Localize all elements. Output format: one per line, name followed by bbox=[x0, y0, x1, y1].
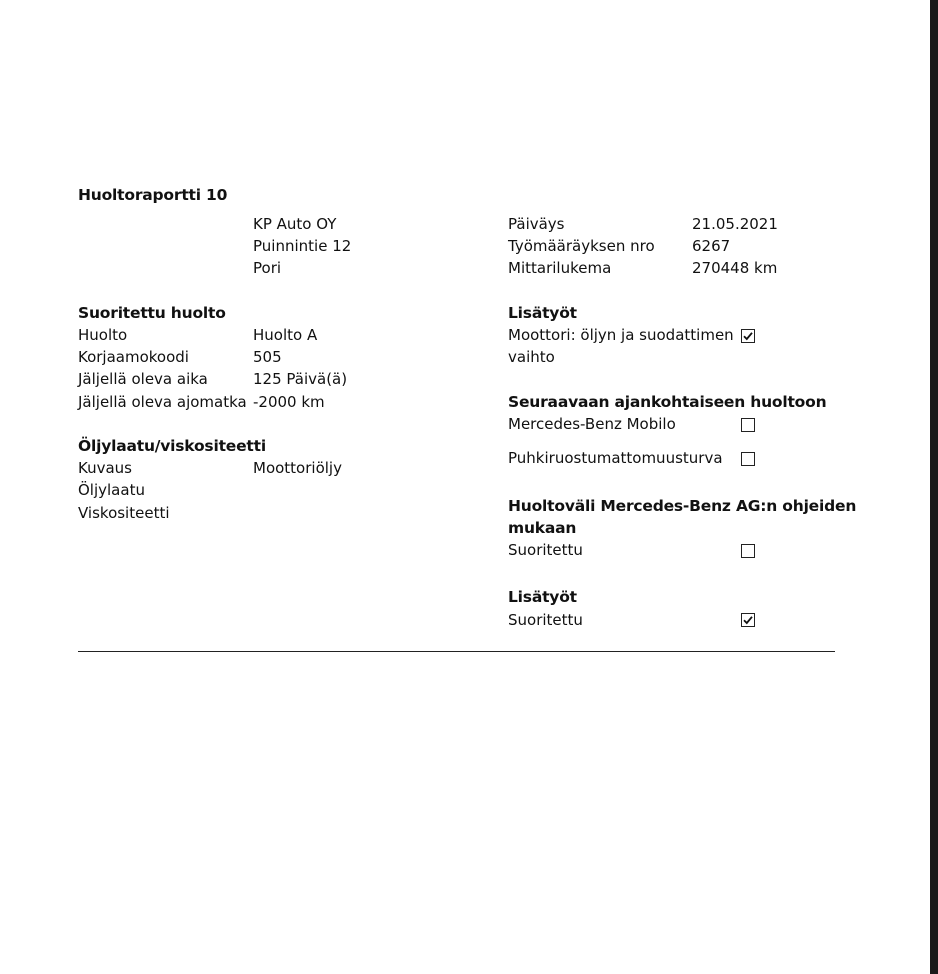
window-edge-bar bbox=[930, 0, 938, 974]
oil-heading: Öljylaatu/viskositeetti bbox=[78, 437, 266, 455]
divider-line bbox=[78, 651, 835, 652]
date-label: Päiväys bbox=[508, 215, 565, 233]
oil-row-label: Viskositeetti bbox=[78, 504, 170, 522]
extra-work-item-label: Moottori: öljyn ja suodattimen bbox=[508, 326, 734, 344]
interval-item-label: Suoritettu bbox=[508, 541, 583, 559]
oil-row-label: Kuvaus bbox=[78, 459, 132, 477]
mobilo-checkbox[interactable] bbox=[741, 418, 755, 432]
extra-work-heading: Lisätyöt bbox=[508, 304, 577, 322]
company-name: KP Auto OY bbox=[253, 215, 337, 233]
interval-heading: Huoltoväli Mercedes-Benz AG:n ohjeiden bbox=[508, 497, 857, 515]
service-row-label: Huolto bbox=[78, 326, 128, 344]
service-row-label: Jäljellä oleva aika bbox=[78, 370, 208, 388]
order-label: Työmääräyksen nro bbox=[508, 237, 655, 255]
interval-checkbox[interactable] bbox=[741, 544, 755, 558]
rust-warranty-checkbox[interactable] bbox=[741, 452, 755, 466]
company-street: Puinnintie 12 bbox=[253, 237, 352, 255]
next-service-item-label: Puhkiruostumattomuusturva bbox=[508, 449, 723, 467]
report-title: Huoltoraportti 10 bbox=[78, 186, 228, 204]
odometer-label: Mittarilukema bbox=[508, 259, 612, 277]
service-row-value: 125 Päivä(ä) bbox=[253, 370, 348, 388]
service-heading: Suoritettu huolto bbox=[78, 304, 226, 322]
company-city: Pori bbox=[253, 259, 282, 277]
next-service-heading: Seuraavaan ajankohtaiseen huoltoon bbox=[508, 393, 827, 411]
service-row-value: -2000 km bbox=[253, 393, 325, 411]
service-row-value: Huolto A bbox=[253, 326, 318, 344]
next-service-item-label: Mercedes-Benz Mobilo bbox=[508, 415, 676, 433]
extra-work2-item-label: Suoritettu bbox=[508, 611, 583, 629]
service-row-value: 505 bbox=[253, 348, 282, 366]
oil-row-value: Moottoriöljy bbox=[253, 459, 342, 477]
oil-row-label: Öljylaatu bbox=[78, 481, 145, 499]
interval-heading-cont: mukaan bbox=[508, 519, 577, 537]
service-row-label: Korjaamokoodi bbox=[78, 348, 189, 366]
extra-work2-heading: Lisätyöt bbox=[508, 588, 577, 606]
extra-work-item-label-cont: vaihto bbox=[508, 348, 555, 366]
date-value: 21.05.2021 bbox=[692, 215, 778, 233]
service-row-label: Jäljellä oleva ajomatka bbox=[78, 393, 247, 411]
order-value: 6267 bbox=[692, 237, 731, 255]
checkmark-icon bbox=[743, 331, 753, 341]
odometer-value: 270448 km bbox=[692, 259, 778, 277]
extra-work2-checkbox[interactable] bbox=[741, 613, 755, 627]
checkmark-icon bbox=[743, 615, 753, 625]
extra-work-checkbox[interactable] bbox=[741, 329, 755, 343]
